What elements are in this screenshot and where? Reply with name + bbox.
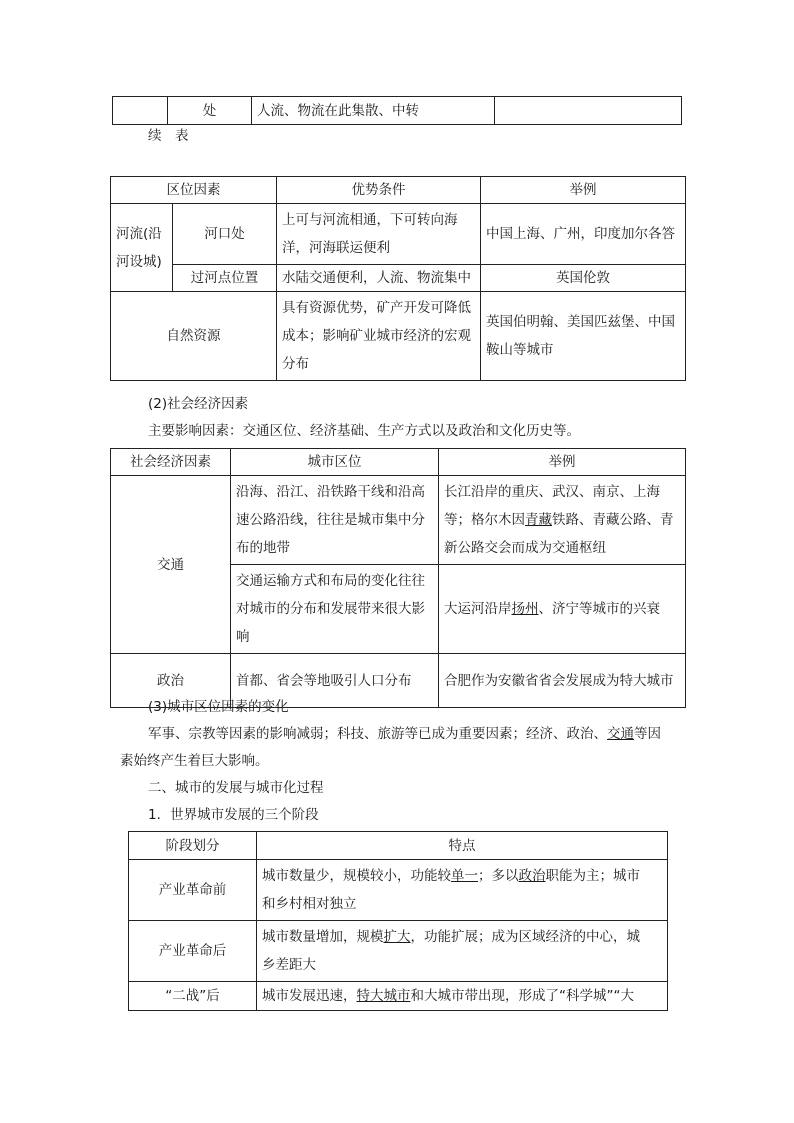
t3-r1-underline-1: 单一: [451, 868, 478, 884]
t3-r1-underline-2: 政治: [518, 868, 546, 884]
change-para-underline: 交通: [607, 726, 634, 742]
t2-header-example: 举例: [439, 449, 686, 476]
section-change-paragraph-line2: 素始终产生着巨大影响。: [120, 753, 269, 769]
part-two-heading: 二、城市的发展与城市化过程: [148, 780, 324, 796]
part-two-subheading: 1．世界城市发展的三个阶段: [148, 807, 319, 823]
t3-r2-text-b: ，功能扩展；成为区域经济的中心，城: [410, 929, 640, 945]
t3-r2-underline: 扩大: [383, 929, 411, 945]
t3-r2-text: [257, 921, 668, 982]
t2-r1-ex: [439, 476, 686, 565]
t3-header-stage: 阶段划分: [129, 832, 257, 860]
social-factors-table: [110, 448, 686, 708]
t2-r2-ex: [439, 565, 686, 654]
section-social-heading: (2)社会经济因素: [148, 396, 249, 412]
cont-cell-2: 处: [168, 97, 252, 125]
city-stages-table: [128, 831, 668, 1011]
t3-r3-text-b: 和大城市带出现，形成了“科学城”“大: [410, 988, 634, 1004]
section-change-paragraph: [148, 724, 661, 744]
t2-traffic: 交通: [111, 476, 231, 654]
t1-r3-factor: 自然资源: [111, 292, 277, 381]
t3-r3-text: [257, 982, 668, 1011]
t1-r1-ex: 中国上海、广州，印度加尔各答: [481, 204, 686, 265]
t1-header-factor: 区位因素: [111, 177, 277, 204]
t2-r2-loc: 交通运输方式和布局的变化往往对城市的分布和发展带来很大影响: [231, 565, 439, 654]
change-para-a: 军事、宗教等因素的影响减弱；科技、旅游等已成为重要因素；经济、政治、: [148, 726, 607, 742]
t1-r1-cond: 上可与河流相通，下可转向海洋，河海联运便利: [277, 204, 481, 265]
natural-factors-table: [110, 176, 686, 381]
cont-cell-4: [495, 97, 682, 125]
t3-r1-stage: 产业革命前: [129, 860, 257, 921]
t1-header-condition: 优势条件: [277, 177, 481, 204]
t3-r3-underline: 特大城市: [356, 988, 411, 1004]
t3-r2-stage: 产业革命后: [129, 921, 257, 982]
t2-r1-ex-underline: 青藏: [525, 512, 552, 528]
t1-r1-sub: 河口处: [173, 204, 277, 265]
t3-r1-text-a: 城市数量少，规模较小，功能较: [262, 868, 451, 884]
section-change-heading: (3)城市区位因素的变化: [148, 699, 289, 715]
t3-r3-text-a: 城市发展迅速，: [262, 988, 357, 1004]
t1-r2-cond: 水陆交通便利，人流、物流集中: [277, 265, 481, 292]
t3-r2-text-2: 乡差距大: [262, 957, 316, 973]
t2-r1-loc: 沿海、沿江、沿铁路干线和沿高速公路沿线，往往是城市集中分布的地带: [231, 476, 439, 565]
t2-r3-ex: 合肥作为安徽省省会发展成为特大城市: [439, 654, 686, 708]
t3-r1-text-2: 和乡村相对独立: [262, 896, 357, 912]
t3-r3-stage: “二战”后: [129, 982, 257, 1011]
cont-cell-1: [113, 97, 168, 125]
t1-river-group: 河流(沿河设城): [111, 204, 173, 292]
t2-r1-ex-a: 长江沿岸的重庆、武汉、南京、上海等；格尔木因: [444, 484, 660, 528]
t2-r2-ex-b: 、济宁等城市的兴衰: [538, 601, 660, 617]
continued-table-row: [112, 96, 682, 125]
t1-header-example: 举例: [481, 177, 686, 204]
cont-cell-3: 人流、物流在此集散、中转: [252, 97, 495, 125]
t3-header-feature: 特点: [257, 832, 668, 860]
t3-r1-text-b: ；多以: [478, 868, 519, 884]
t3-r1-text: [257, 860, 668, 921]
change-para-b: 等因: [634, 726, 661, 742]
t1-r3-ex: 英国伯明翰、美国匹兹堡、中国鞍山等城市: [481, 292, 686, 381]
t1-r2-ex: 英国伦敦: [481, 265, 686, 292]
t1-r2-sub: 过河点位置: [173, 265, 277, 292]
t1-r3-cond: 具有资源优势，矿产开发可降低成本；影响矿业城市经济的宏观分布: [277, 292, 481, 381]
t2-r2-ex-underline: 扬州: [511, 601, 539, 617]
section-social-intro: 主要影响因素：交通区位、经济基础、生产方式以及政治和文化历史等。: [148, 423, 580, 439]
t2-r3-loc: 首都、省会等地吸引人口分布: [231, 654, 439, 708]
t2-r1-ex-b: 铁路、青藏公路、青新公路交会而成为交通枢纽: [444, 512, 674, 556]
t2-header-factor: 社会经济因素: [111, 449, 231, 476]
t2-r2-ex-a: 大运河沿岸: [444, 601, 512, 617]
continued-table-label: 续 表: [148, 128, 189, 144]
t3-r2-text-a: 城市数量增加，规模: [262, 929, 384, 945]
t3-r1-text-c: 职能为主；城市: [545, 868, 640, 884]
t2-r3-factor: 政治: [111, 654, 231, 708]
t2-header-location: 城市区位: [231, 449, 439, 476]
